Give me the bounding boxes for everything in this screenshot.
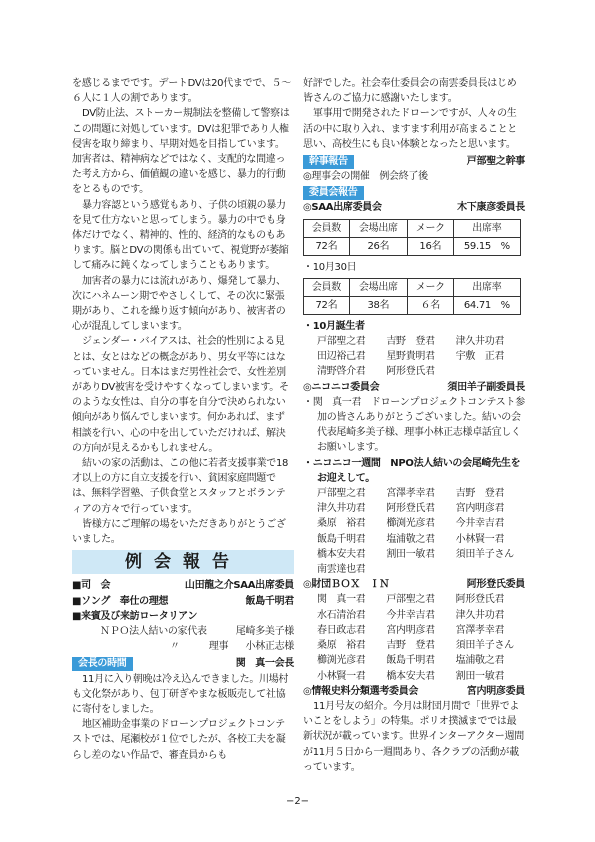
member-name: 桑原 裕君 [317,640,366,652]
member-name [456,364,525,379]
table-header: 出席率 [453,219,520,237]
niko-text: ・関 真一君 ドローンプロジェクトコンテスト参加の皆さんありがとうございました。結いの会代表尾崎多美子様、理事小林正志様卓話宜しくお願いします。 [303,396,525,454]
table-row [304,219,521,237]
member-name: 塩浦敬之君 [386,533,435,545]
paragraph: 好評でした。社会奉仕委員会の南雲委員長はじめ皆さんのご協力に感謝いたします。 [303,78,517,105]
secretary-item: ◎理事会の開催 例会終了後 [303,171,428,183]
table-header: メーク [407,278,453,296]
meeting-report-banner: 例会報告 [72,550,294,574]
member-name: 関 真一君 [317,594,366,606]
member-name: 櫛渕光彦君 [317,655,366,667]
member-name: 阿形登氏君 [386,503,435,515]
president-tag: 会長の時間 [72,657,133,671]
guest-name: 小林正志様 [245,641,294,653]
member-name: 吉野 登君 [455,488,505,500]
attendance-table [303,278,521,315]
table-header: 会員数 [304,278,350,296]
member-name: 阿形登氏君 [386,366,435,378]
zaidan-names [303,592,525,683]
right-column [303,76,525,775]
niko-committee-chair: 須田羊子副委員長 [447,381,525,393]
paragraph: 加害者の暴力には流れがあり、爆発して暴力、次にハネムーン期でやさしくして、その次に緊張期があり、これを繰り返す傾向があり、被害者の心が混乱してしまいます。 [72,275,286,333]
paragraph: 皆様方にご理解の場をいただきありがとうございました。 [72,518,286,546]
page-number: −2− [285,796,310,807]
member-name: 宮内明彦君 [455,503,505,515]
saa-committee-title: ◎SAA出席委員会 [303,202,382,214]
secretary-section-header [303,154,525,169]
visitor-label: ■来賓及び来訪ロータリアン [72,610,198,622]
member-name: 割田一敏君 [455,670,505,682]
table-header: 出席率 [453,278,520,296]
role-row [72,578,294,593]
table-cell: 64.71 % [453,296,520,314]
role-label: ■司 会 [72,580,111,592]
table-cell: 16名 [407,237,453,255]
paragraph: 11月号友の紹介。今月は財団月間で「世界でよいことをしよう」の特集。ポリオ撲滅まででは最新状況が載っています。世界インターアクター週間が11月５日から一週間あり、各クラブの活動が載っています。 [303,700,524,773]
paragraph: を感じるまでです。デートDVは20代までで、５～６人に１人の割であります。 [72,78,291,105]
member-name: 今井幸吉君 [386,609,435,621]
niko-committee-title: ◎ニコニコ委員会 [303,381,380,393]
table-header: メーク [407,219,453,237]
saa-committee-header [303,200,525,215]
member-name: 阿形登氏君 [455,594,505,606]
member-name: 小林賢一君 [455,533,505,545]
member-name: 割田一敏君 [386,548,435,560]
committee-tag: 委員会報告 [303,186,364,200]
member-name: 飯島千明君 [317,533,366,545]
president-name: 関 真一会長 [235,658,294,670]
guest-org: ＮＰＯ法人結いの家代表 [100,625,207,637]
table-row [304,237,521,255]
secretary-name: 戸部聖之幹事 [466,156,525,168]
zaidan-title: ◎財団ＢＯＸ ＩＮ [303,579,390,591]
birthday-header: ・10月誕生者 [303,320,365,332]
member-name: 南雲達也君 [317,564,366,576]
member-name: 小林賢一君 [317,670,366,682]
table-cell: 72名 [304,237,350,255]
member-name: 星野貴明君 [386,351,435,363]
date-label: ・10月30日 [303,261,357,273]
member-name: 橋本安夫君 [386,670,435,682]
table-header: 会場出席 [349,219,407,237]
info-committee-header [303,684,525,699]
role-label: ■ソング 奉仕の理想 [72,595,169,607]
info-committee-title: ◎情報史料分類選考委員会 [303,685,419,697]
table-header: 会員数 [304,219,350,237]
member-name: 櫛渕光彦君 [386,518,435,530]
guest-row [72,624,294,639]
table-cell: ６名 [407,296,453,314]
member-name: 戸部聖之君 [386,594,435,606]
member-name: 水石清治君 [317,609,366,621]
niko-committee-header [303,380,525,395]
paragraph: ジェンダー・バイアスは、社会的性別による見とは、女とはなどの概念があり、男女平等にはなっていません。日本はまだ男性社会で、女性差別がありDV被害を受けやすくなってしまいます。そのような女性は、自分の事を自分で決められない傾向があり悩んでしまいます。何かあれば、まず相談を行い、心の中を出していただければ、解決の方向が見えるかもしれません。 [72,336,289,454]
niko-names [303,486,525,577]
member-name: 須田羊子さん [455,548,514,560]
member-name: 橋本安夫君 [317,548,366,560]
member-name: 吉野 登君 [386,640,435,652]
table-cell: 59.15 % [453,237,520,255]
paragraph: 地区補助金事業のドローンプロジェクトコンテストでは、尾瀬校が１位でしたが、各校工夫を凝らし差のない作品で、審査員からも [72,719,286,761]
member-name: 清野啓介君 [317,366,366,378]
member-name: 今井幸吉君 [455,518,505,530]
attendance-table [303,219,521,256]
table-cell: 38名 [349,296,407,314]
guest-row [72,639,294,654]
role-row [72,594,294,609]
left-column [72,76,294,763]
member-name: 戸部聖之君 [317,336,366,348]
member-name: 飯島千明君 [386,655,435,667]
table-header: 会場出席 [349,278,407,296]
member-name: 塩浦敬之君 [455,655,505,667]
member-name: 津久井功君 [455,609,505,621]
table-row [304,296,521,314]
member-name: 宮澤孝幸君 [386,488,435,500]
member-name: 春日政志君 [317,624,366,636]
niko-week: ・ニコニコ一週間 NPO法人結いの会尾崎先生をお迎えして。 [303,457,521,484]
member-name: 戸部聖之君 [317,488,366,500]
paragraph: 結いの家の活動は、この他に若者支援事業で18才以上の方に自立支援を行い、貧困家庭問題では、無料学習塾、子供食堂とスタッフとボランティアの方々で行っています。 [72,458,289,515]
info-committee-chair: 宮内明彦委員 [466,685,525,697]
zaidan-chair: 阿形登氏委員 [466,579,525,591]
table-row [304,278,521,296]
member-name [386,562,455,577]
member-name [456,562,525,577]
member-name: 津久井功君 [455,336,505,348]
table-cell: 72名 [304,296,350,314]
guest-name: 尾崎多美子様 [235,625,294,637]
role-value: 飯島千明君 [245,595,294,607]
member-name: 宮澤孝幸君 [455,624,505,636]
zaidan-header [303,577,525,592]
paragraph: 11月に入り朝晩は冷え込んできました。川場村も文化祭があり、包丁研ぎやまな板販売して社協に寄付をしました。 [72,673,289,715]
guest-org: 〃 理事 [170,641,229,653]
saa-committee-chair: 木下康彦委員長 [457,202,525,214]
role-value: 山田龍之介SAA出席委員 [184,580,294,592]
paragraph: 暴力容認という感覚もあり、子供の頃親の暴力を見て仕方ないと思ってしまう。暴力の中でも身体だけでなく、精神的、性的、経済的なものもあります。脳とDVの関係も出ていて、視覚野が萎縮して痛みに鈍くなってしまうこともあります。 [72,199,289,272]
secretary-tag: 幹事報告 [303,155,354,169]
member-name: 須田羊子さん [455,640,514,652]
member-name: 桑原 裕君 [317,518,366,530]
paragraph: 軍事用で開発されたドローンですが、人々の生活の中に取り入れ、ますます利用が高まることと思い、高校生にも良い体験となったと思います。 [303,108,517,150]
member-name: 田辺裕己君 [317,351,366,363]
member-name: 吉野 登君 [386,336,435,348]
member-name: 宮内明彦君 [386,624,435,636]
paragraph: DV防止法、ストーカー規制法を整備して警察はこの問題に対処しています。DVは犯罪であり人権侵害を取り締まり、早期対処を目指しています。加害者は、精神病などではなく、支配的な間違った考え方から、価値観の違いを感じ、暴力的行動をとるものです。 [72,108,290,196]
member-name: 津久井功君 [317,503,366,515]
president-section-header [72,656,294,671]
birthday-names [303,334,525,380]
member-name: 宇敷 正君 [455,351,505,363]
table-cell: 26名 [349,237,407,255]
committee-section-header [303,186,525,200]
